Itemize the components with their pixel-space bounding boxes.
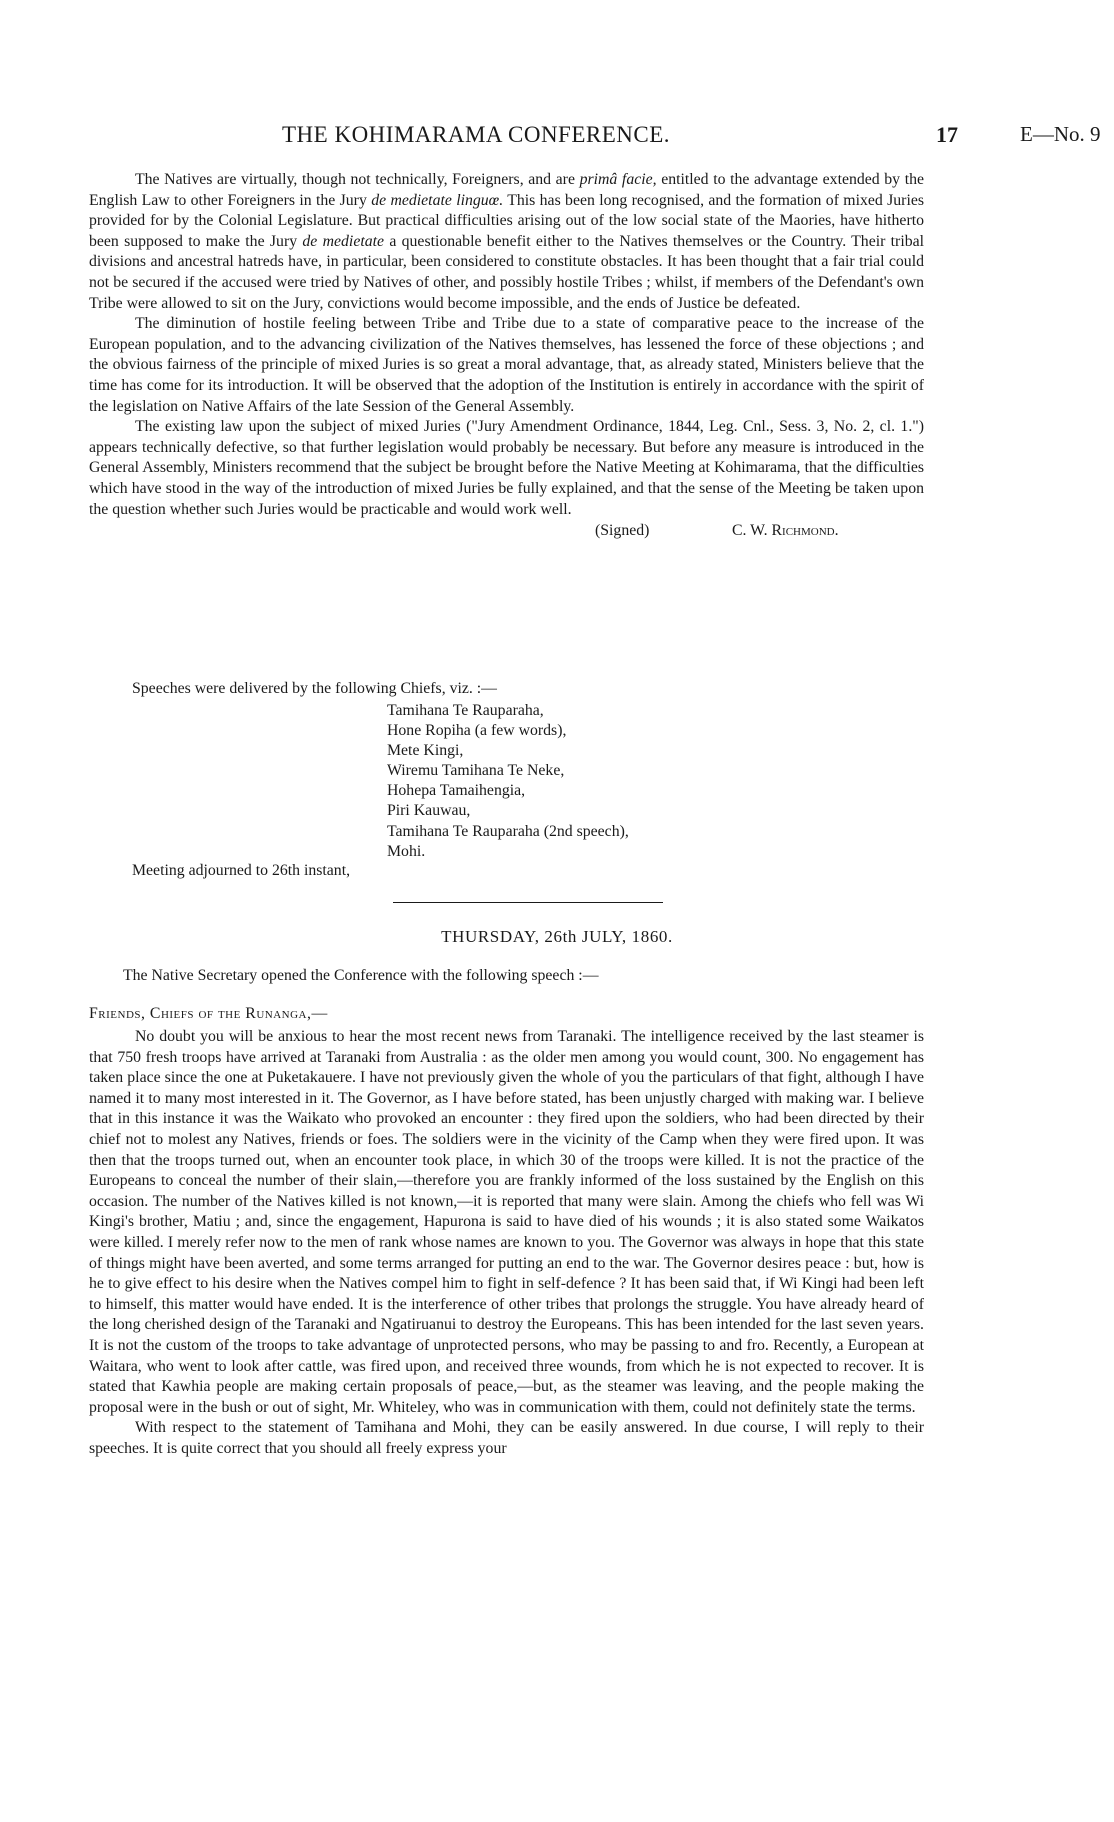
memo-paragraph-2: The diminution of hostile feeling between Tribe and Tribe due to a state of comparative peace to the increase of the European population, and to the advancing civilization of the Natives themselves, has lessened the force of these objections ; and the obvious fairness of the principle of mixed Juries is so great a moral advantage, that, as already stated, Ministers believe that the time has come for its introduction. It will be observed that the adoption of the Institution is entirely in accordance with the spirit of the legislation on Native Affairs of the late Session of the General Assembly. <box>89 315 924 415</box>
list-item: Mete Kingi, <box>387 742 464 760</box>
memorandum-body <box>89 170 924 546</box>
document-reference: E—No. 9 <box>1020 122 1101 146</box>
list-item: Tamihana Te Rauparaha, <box>387 702 544 719</box>
list-item: Hohepa Tamaihengia, <box>387 782 526 800</box>
list-item: Tamihana Te Rauparaha (2nd speech), <box>387 822 629 840</box>
signed-label: (Signed) <box>595 522 650 540</box>
speech-intro: The Native Secretary opened the Conference with the following speech :— <box>123 967 599 984</box>
page-number: 17 <box>936 122 958 147</box>
section-divider <box>393 902 663 903</box>
list-item: Hone Ropiha (a few words), <box>387 722 567 740</box>
speech-body <box>89 1027 924 1459</box>
memo-paragraph-3: The existing law upon the subject of mixed Juries ("Jury Amendment Ordinance, 1844, Leg. Cnl., Sess. 3, No. 2, cl. 1.") appears technically defective, so that further legislation would probably be necessary. But before any measure is introduced in the General Assembly, Ministers recommend that the subject be brought before the Native Meeting at Kohimarama, that the difficulties which have stood in the way of the introduction of mixed Juries be fully explained, and that the sense of the Meeting be taken upon the question whether such Juries would be practicable and would work well. <box>89 418 924 518</box>
salutation: Friends, Chiefs of the Runanga,— <box>89 1005 328 1022</box>
list-item: Wiremu Tamihana Te Neke, <box>387 762 565 780</box>
running-title: THE KOHIMARAMA CONFERENCE. <box>282 122 671 147</box>
chiefs-list <box>387 701 629 862</box>
signature-line <box>89 522 924 546</box>
speeches-intro: Speeches were delivered by the following Chiefs, viz. :— <box>132 680 497 697</box>
page-header <box>0 122 1114 152</box>
memo-paragraph-1: The Natives are virtually, though not technically, Foreigners, and are primâ facie, entitled to the advantage extended by the English Law to other Foreigners in the Jury de medietate linguœ. This has been long recognised, and the formation of mixed Juries provided for by the Colonial Legislature. But practical difficulties arising out of the low social state of the Maories, have hitherto been supposed to make the Jury de medietate a questionable benefit either to the Natives themselves or the Country. Their tribal divisions and ancestral hatreds have, in particular, been considered to constitute obstacles. It has been thought that a fair trial could not be secured if the accused were tried by Natives of other, and possibly hostile Tribes ; whilst, if members of the Defendant's own Tribe were allowed to sit on the Jury, convictions would become impossible, and the ends of Justice be defeated. <box>89 171 925 312</box>
signer-name: C. W. Richmond. <box>732 522 839 540</box>
list-item: Mohi. <box>387 842 426 860</box>
date-heading: THURSDAY, 26th JULY, 1860. <box>441 927 673 946</box>
speech-paragraph-2: With respect to the statement of Tamihana and Mohi, they can be easily answered. In due course, I will reply to their speeches. It is quite correct that you should all freely express your <box>89 1419 924 1457</box>
adjournment-note: Meeting adjourned to 26th instant, <box>132 862 351 879</box>
speech-paragraph-1: No doubt you will be anxious to hear the most recent news from Taranaki. The intelligence received by the last steamer is that 750 fresh troops have arrived at Taranaki from Australia : as the older men among you would count, 300. No engagement has taken place since the one at Puketakauere. I have not previously given the whole of you the particulars of that fight, although I have named it to many most interested in it. The Governor, as I have before stated, has been unjustly charged with making war. I believe that in this instance it was the Waikato who provoked an encounter : they fired upon the soldiers, who had been directed by their chief not to molest any Natives, friends or foes. The soldiers were in the vicinity of the Camp when they were fired upon. It was then that the troops turned out, when an encounter took place, in which 30 of the troops were killed. It is not the practice of the Europeans to conceal the number of their slain,—therefore you are frankly informed of the loss sustained by the English on this occasion. The number of the Natives killed is not known,—it is reported that many were slain. Among the chiefs who fell was Wi Kingi's brother, Matiu ; and, since the engagement, Hapurona is said to have died of his wounds ; it is also stated some Waikatos were killed. I merely refer now to the men of rank whose names are known to you. The Governor was always in hope that this state of things might have been averted, and some terms arranged for putting an end to the war. The Governor desires peace : but, how is he to give effect to his desire when the Natives compel him to fight in self-defence ? It has been said that, if Wi Kingi had been left to himself, this matter would have ended. It is the interference of other tribes that prolongs the struggle. You have already heard of the long cherished design of the Taranaki and Ngatiruanui to destroy the Europeans. This has been intended for the last seven years. It is not the custom of the troops to take advantage of unprotected persons, who may be passing to and fro. Recently, a European at Waitara, who went to look after cattle, was fired upon, and received three wounds, from which he is not expected to recover. It is stated that Kawhia people are making certain proposals of peace,—but, as the steamer was leaving, and the people making the proposal were in the bush or out of sight, Mr. Whiteley, who was in communication with them, could not definitely state the terms. <box>89 1028 924 1416</box>
list-item: Piri Kauwau, <box>387 802 471 820</box>
